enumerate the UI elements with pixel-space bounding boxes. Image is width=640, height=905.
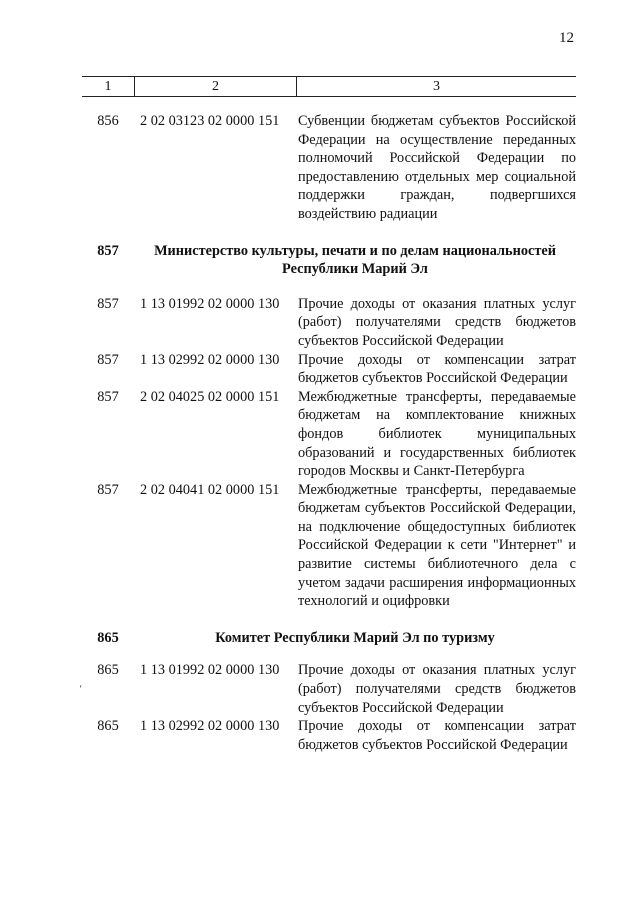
table-row	[82, 351, 576, 388]
revenue-code: 1 13 01992 02 0000 130	[140, 662, 280, 679]
column-header-3: 3	[296, 77, 576, 96]
table-row	[82, 295, 576, 351]
table-row	[82, 481, 576, 611]
section-heading	[82, 242, 576, 279]
revenue-description: Прочие доходы от оказания платных услуг (работ) получателями средств бюджетов субъектов Российской Федерации	[298, 295, 576, 349]
section-title: Комитет Республики Марий Эл по туризму	[215, 629, 495, 646]
table-row	[82, 717, 576, 754]
budget-code-table	[82, 76, 576, 754]
table-row	[82, 112, 576, 224]
revenue-code: 2 02 03123 02 0000 151	[140, 113, 280, 129]
section-title: Министерство культуры, печати и по делам национальностей Республики Марий Эл	[154, 242, 556, 278]
column-header-1: 1	[104, 79, 112, 94]
column-header-row	[82, 76, 576, 97]
revenue-code: 1 13 02992 02 0000 130	[140, 718, 280, 735]
page-number: 12	[559, 30, 574, 46]
revenue-description: Межбюджетные трансферты, передаваемые бюджетам на комплектование книжных фондов библиотек муниципальных образований и государственных библиотек городов Москвы и Санкт-Петербурга	[298, 388, 576, 480]
section-heading	[82, 629, 576, 648]
revenue-code: 2 02 04025 02 0000 151	[140, 388, 280, 405]
table-row	[82, 388, 576, 481]
revenue-description: Прочие доходы от компенсации затрат бюджетов субъектов Российской Федерации	[298, 718, 576, 753]
table-row	[82, 661, 576, 717]
section-code: 865	[97, 629, 119, 646]
revenue-code: 2 02 04041 02 0000 151	[140, 481, 280, 498]
admin-code: 857	[97, 351, 119, 368]
column-header-2: 2	[134, 77, 296, 96]
revenue-code: 1 13 01992 02 0000 130	[140, 295, 280, 312]
revenue-description: Межбюджетные трансферты, передаваемые бюджетам субъектов Российской Федерации, на подключение общедоступных библиотек Российской Федерации к сети "Интернет" и развитие системы библиотечного дела с учетом задачи расширения информационных технологий и оцифровки	[298, 481, 576, 610]
revenue-description: Прочие доходы от компенсации затрат бюджетов субъектов Российской Федерации	[298, 351, 576, 387]
revenue-code: 1 13 02992 02 0000 130	[140, 351, 280, 368]
revenue-description: Субвенции бюджетам субъектов Российской Федерации на осуществление переданных полномочий Российской Федерации по предоставлению отдельных мер социальной поддержки граждан, подвергшихся воздействию радиации	[298, 113, 576, 222]
admin-code: 857	[97, 295, 119, 312]
stray-mark: ‘	[79, 684, 83, 695]
admin-code: 857	[97, 388, 119, 405]
admin-code: 857	[97, 481, 119, 498]
revenue-description: Прочие доходы от оказания платных услуг (работ) получателями средств бюджетов субъектов Российской Федерации	[298, 662, 576, 716]
admin-code: 856	[97, 113, 119, 129]
admin-code: 865	[97, 718, 119, 735]
section-code: 857	[97, 242, 119, 259]
admin-code: 865	[97, 662, 119, 679]
